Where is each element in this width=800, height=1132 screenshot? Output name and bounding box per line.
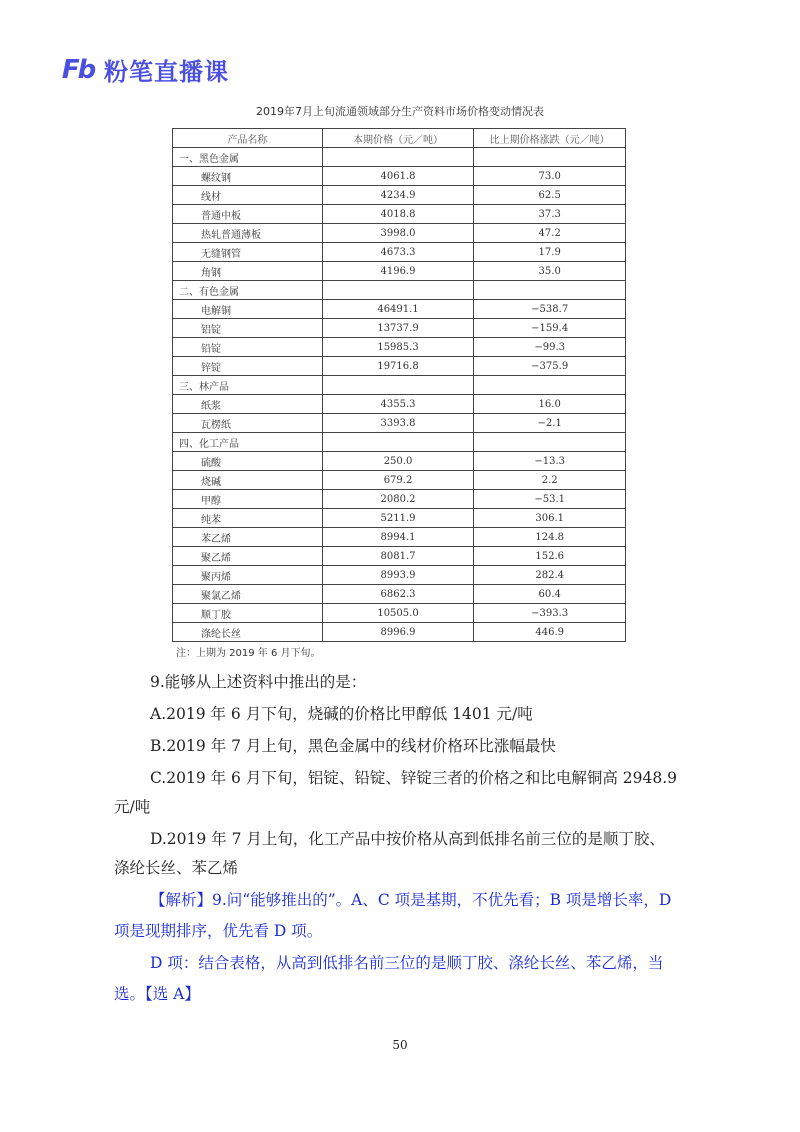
price-cell: 4234.9: [322, 186, 474, 205]
table-title: 2019年7月上旬流通领域部分生产资料市场价格变动情况表: [256, 105, 544, 118]
price-cell: 13737.9: [322, 319, 474, 338]
price-cell: 4061.8: [322, 167, 474, 186]
change-cell: 37.3: [474, 205, 626, 224]
price-cell: 3393.8: [322, 414, 474, 433]
price-cell: 8996.9: [322, 623, 474, 642]
price-cell: [322, 281, 474, 300]
product-name-cell: 纯苯: [173, 509, 323, 528]
change-cell: [474, 148, 626, 167]
product-name-cell: 普通中板: [173, 205, 323, 224]
change-cell: 62.5: [474, 186, 626, 205]
change-cell: −2.1: [474, 414, 626, 433]
price-cell: [322, 433, 474, 452]
table-row: [173, 414, 626, 433]
price-cell: 250.0: [322, 452, 474, 471]
price-cell: 5211.9: [322, 509, 474, 528]
change-cell: −53.1: [474, 490, 626, 509]
table-row: [173, 281, 626, 300]
category-cell: 二、有色金属: [173, 281, 323, 300]
option-c-continued: 元/吨: [114, 798, 151, 816]
product-name-cell: 电解铜: [173, 300, 323, 319]
price-cell: 4018.8: [322, 205, 474, 224]
table-note: 注：上期为 2019 年 6 月下旬。: [176, 648, 321, 659]
price-cell: 8081.7: [322, 547, 474, 566]
table-row: [173, 452, 626, 471]
price-cell: 4673.3: [322, 243, 474, 262]
price-cell: 3998.0: [322, 224, 474, 243]
table-row: [173, 186, 626, 205]
analysis-line-4: 选。【选 A】: [114, 985, 200, 1003]
price-cell: 4196.9: [322, 262, 474, 281]
change-cell: 60.4: [474, 585, 626, 604]
change-cell: 152.6: [474, 547, 626, 566]
change-cell: [474, 376, 626, 395]
table-row: [173, 262, 626, 281]
analysis-line-1: 【解析】9.问“能够推出的”。A、C 项是基期，不优先看；B 项是增长率，D: [150, 891, 672, 909]
price-table: [172, 128, 626, 642]
product-name-cell: 烧碱: [173, 471, 323, 490]
option-c: C.2019 年 6 月下旬，铝锭、铅锭、锌锭三者的价格之和比电解铜高 2948.9: [150, 769, 677, 787]
price-cell: 4355.3: [322, 395, 474, 414]
change-cell: [474, 433, 626, 452]
table-row: [173, 604, 626, 623]
price-cell: 8993.9: [322, 566, 474, 585]
change-cell: −99.3: [474, 338, 626, 357]
change-cell: 16.0: [474, 395, 626, 414]
table-row: [173, 376, 626, 395]
brand-name: 粉笔直播课: [104, 58, 229, 86]
product-name-cell: 螺纹钢: [173, 167, 323, 186]
change-cell: −393.3: [474, 604, 626, 623]
price-cell: 679.2: [322, 471, 474, 490]
table-row: [173, 148, 626, 167]
change-cell: −538.7: [474, 300, 626, 319]
change-cell: 446.9: [474, 623, 626, 642]
change-cell: 282.4: [474, 566, 626, 585]
table-row: [173, 471, 626, 490]
price-cell: [322, 148, 474, 167]
product-name-cell: 硫酸: [173, 452, 323, 471]
fb-logo-icon: Fb: [61, 54, 95, 85]
product-name-cell: 瓦楞纸: [173, 414, 323, 433]
table-header-row: [173, 129, 626, 148]
change-cell: 124.8: [474, 528, 626, 547]
price-cell: 8994.1: [322, 528, 474, 547]
product-name-cell: 铅锭: [173, 338, 323, 357]
table-row: [173, 167, 626, 186]
price-cell: 15985.3: [322, 338, 474, 357]
category-cell: 四、化工产品: [173, 433, 323, 452]
change-cell: 35.0: [474, 262, 626, 281]
table-row: [173, 585, 626, 604]
product-name-cell: 热轧普通薄板: [173, 224, 323, 243]
change-cell: 17.9: [474, 243, 626, 262]
table-row: [173, 300, 626, 319]
change-cell: 2.2: [474, 471, 626, 490]
product-name-cell: 铝锭: [173, 319, 323, 338]
price-cell: [322, 376, 474, 395]
table-row: [173, 224, 626, 243]
table-row: [173, 490, 626, 509]
table-row: [173, 205, 626, 224]
product-name-cell: 线材: [173, 186, 323, 205]
product-name-cell: 涤纶长丝: [173, 623, 323, 642]
column-header: 产品名称: [173, 129, 323, 148]
table-row: [173, 319, 626, 338]
category-cell: 一、黑色金属: [173, 148, 323, 167]
category-cell: 三、林产品: [173, 376, 323, 395]
product-name-cell: 纸浆: [173, 395, 323, 414]
table-row: [173, 623, 626, 642]
table-row: [173, 509, 626, 528]
column-header: 比上期价格涨跌（元／吨）: [474, 129, 626, 148]
product-name-cell: 角钢: [173, 262, 323, 281]
product-name-cell: 聚丙烯: [173, 566, 323, 585]
option-d: D.2019 年 7 月上旬，化工产品中按价格从高到低排名前三位的是顺丁胶、: [150, 830, 665, 848]
table-row: [173, 547, 626, 566]
table-row: [173, 566, 626, 585]
change-cell: −159.4: [474, 319, 626, 338]
question-stem: 9.能够从上述资料中推出的是：: [150, 673, 367, 691]
price-cell: 19716.8: [322, 357, 474, 376]
product-name-cell: 苯乙烯: [173, 528, 323, 547]
table-row: [173, 338, 626, 357]
product-name-cell: 聚氯乙烯: [173, 585, 323, 604]
analysis-line-2: 项是现期排序，优先看 D 项。: [114, 922, 323, 940]
change-cell: [474, 281, 626, 300]
table-row: [173, 243, 626, 262]
product-name-cell: 无缝钢管: [173, 243, 323, 262]
analysis-line-3: D 项：结合表格，从高到低排名前三位的是顺丁胶、涤纶长丝、苯乙烯，当: [150, 954, 664, 972]
product-name-cell: 甲醇: [173, 490, 323, 509]
column-header: 本期价格（元／吨）: [322, 129, 474, 148]
table-row: [173, 395, 626, 414]
price-cell: 2080.2: [322, 490, 474, 509]
table-row: [173, 357, 626, 376]
change-cell: −375.9: [474, 357, 626, 376]
option-d-continued: 涤纶长丝、苯乙烯: [114, 859, 239, 877]
table-row: [173, 433, 626, 452]
change-cell: 73.0: [474, 167, 626, 186]
change-cell: 47.2: [474, 224, 626, 243]
price-cell: 46491.1: [322, 300, 474, 319]
brand-logo: [58, 52, 229, 87]
price-cell: 6862.3: [322, 585, 474, 604]
option-b: B.2019 年 7 月上旬，黑色金属中的线材价格环比涨幅最快: [150, 737, 556, 755]
product-name-cell: 聚乙烯: [173, 547, 323, 566]
option-a: A.2019 年 6 月下旬，烧碱的价格比甲醇低 1401 元/吨: [150, 705, 533, 723]
price-cell: 10505.0: [322, 604, 474, 623]
product-name-cell: 锌锭: [173, 357, 323, 376]
change-cell: −13.3: [474, 452, 626, 471]
page-number: 50: [392, 1038, 408, 1052]
product-name-cell: 顺丁胶: [173, 604, 323, 623]
table-row: [173, 528, 626, 547]
change-cell: 306.1: [474, 509, 626, 528]
